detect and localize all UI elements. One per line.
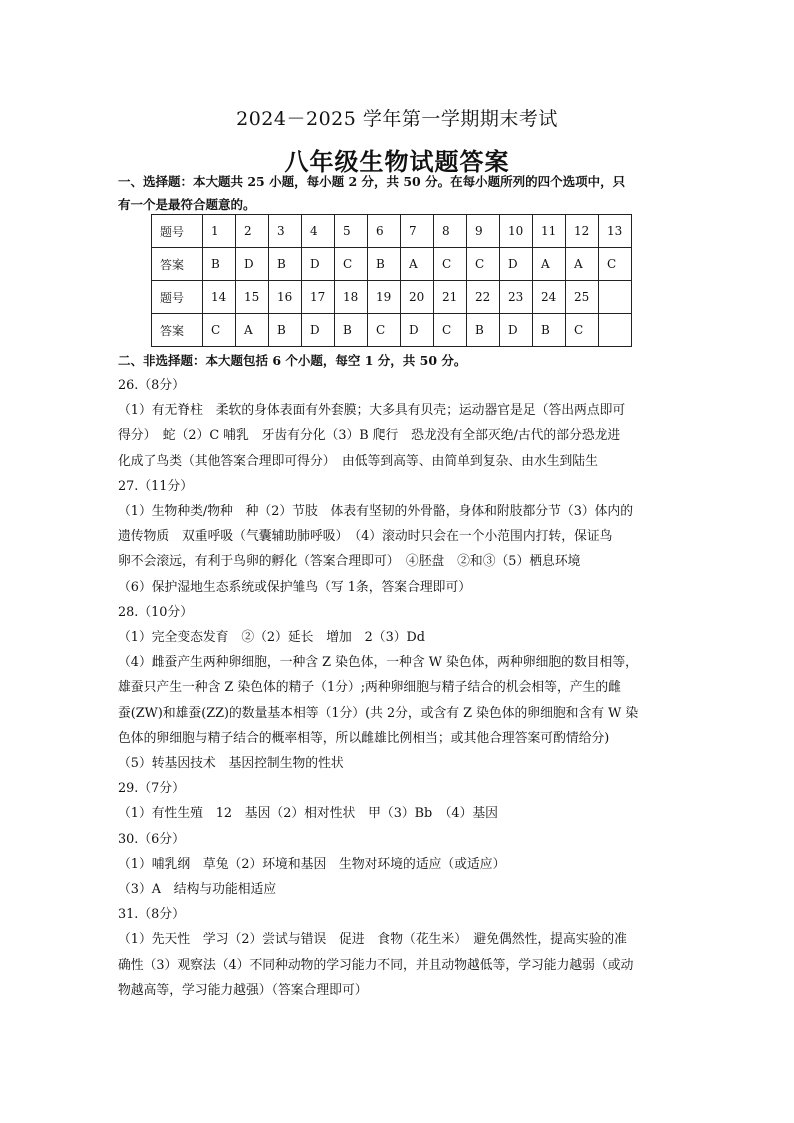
answer-cell: D: [500, 248, 533, 281]
answer-cell: B: [269, 248, 302, 281]
question-number-cell: 12: [566, 215, 599, 248]
answer-line: 得分） 蛇（2）C 哺乳 牙齿有分化（3）B 爬行 恐龙没有全部灭绝/古代的部分恐龙进: [118, 428, 621, 444]
answer-cell: C: [467, 248, 500, 281]
question-number-cell: 1: [203, 215, 236, 248]
page-title: 八年级生物试题答案: [284, 147, 510, 176]
question-number-cell: 25: [566, 281, 599, 314]
question-number-cell: 10: [500, 215, 533, 248]
question-number-cell: 24: [533, 281, 566, 314]
answer-line: （1）完全变态发育 ②（2）延长 增加 2（3）Dd: [118, 630, 425, 646]
row-label: 题号: [152, 215, 203, 248]
question-number-cell: 16: [269, 281, 302, 314]
answer-cell: C: [434, 314, 467, 347]
answer-cell: D: [236, 248, 269, 281]
question-number-cell: 15: [236, 281, 269, 314]
question-number-cell: 14: [203, 281, 236, 314]
answer-table: [151, 214, 632, 347]
answer-cell: D: [302, 314, 335, 347]
answer-cell: C: [368, 314, 401, 347]
answer-line: 化成了鸟类（其他答案合理即可得分） 由低等到高等、由简单到复杂、由水生到陆生: [118, 453, 598, 469]
question-heading: 31.（8分）: [118, 907, 185, 923]
question-number-cell: 4: [302, 215, 335, 248]
question-heading: 27.（11分）: [118, 478, 194, 494]
question-heading: 30.（6分）: [118, 831, 185, 847]
question-heading: 28.（10分）: [118, 604, 194, 620]
answer-line: （5）转基因技术 基因控制生物的性状: [118, 756, 344, 772]
answer-line: 物越高等，学习能力越强）（答案合理即可）: [118, 982, 368, 998]
answer-cell: B: [203, 248, 236, 281]
answer-line: （1）生物种类/物种 种（2）节肢 体表有坚韧的外骨骼，身体和附肢都分节（3）体内的: [118, 504, 634, 520]
question-number-cell: 20: [401, 281, 434, 314]
answer-line: 确性（3）观察法（4）不同种动物的学习能力不同，并且动物越低等，学习能力越弱（或动: [118, 957, 634, 973]
answer-line: （1）有性生殖 12 基因（2）相对性状 甲（3）Bb （4）基因: [118, 806, 498, 822]
section-2-heading: [118, 349, 678, 372]
answer-line: 遗传物质 双重呼吸（气囊辅助肺呼吸） （4）滚动时只会在一个小范围内打转，保证鸟: [118, 529, 613, 545]
question-number-cell: 11: [533, 215, 566, 248]
answer-body: [118, 373, 678, 1003]
answer-line: （1）先天性 学习（2）尝试与错误 促进 食物（花生米） 避免偶然性，提高实验的准: [118, 932, 627, 948]
question-number-cell: 13: [599, 215, 632, 248]
question-heading: 26.（8分）: [118, 378, 185, 393]
answer-cell: [599, 314, 632, 347]
question-number-cell: 18: [335, 281, 368, 314]
answer-cell: B: [533, 314, 566, 347]
question-heading: 29.（7分）: [118, 781, 185, 797]
question-number-cell: 5: [335, 215, 368, 248]
answer-line: （1）有无脊柱 柔软的身体表面有外套膜；大多具有贝壳；运动器官是足（答出两点即可: [118, 403, 626, 419]
question-number-cell: 17: [302, 281, 335, 314]
question-number-cell: 21: [434, 281, 467, 314]
answer-cell: D: [302, 248, 335, 281]
section-1-heading-line-1: 一、选择题：本大题共 25 小题，每小题 2 分，共 50 分。在每小题所列的四个选项中，只: [118, 174, 626, 189]
answer-line: （4）雌蚕产生两种卵细胞，一种含 Z 染色体，一种含 W 染色体，两种卵细胞的数目相等，: [118, 655, 638, 671]
question-number-cell: [599, 281, 632, 314]
answer-line: （3）A 结构与功能相适应: [118, 882, 277, 898]
row-label: 题号: [152, 281, 203, 314]
row-label: 答案: [152, 248, 203, 281]
answer-cell: C: [566, 314, 599, 347]
section-2-heading-line: 二、非选择题：本大题包括 6 个小题，每空 1 分，共 50 分。: [118, 353, 467, 368]
answer-line: （1）哺乳纲 草兔（2）环境和基因 生物对环境的适应（或适应）: [118, 856, 506, 872]
row-label: 答案: [152, 314, 203, 347]
question-number-cell: 23: [500, 281, 533, 314]
answer-cell: B: [368, 248, 401, 281]
section-1-heading-line-2: 有一个是最符合题意的。: [118, 197, 256, 212]
answer-cell: D: [500, 314, 533, 347]
answer-cell: A: [533, 248, 566, 281]
answer-line: （6）保护湿地生态系统或保护雏鸟（写 1条，答案合理即可）: [118, 579, 472, 595]
question-number-cell: 2: [236, 215, 269, 248]
question-number-cell: 3: [269, 215, 302, 248]
answer-cell: C: [203, 314, 236, 347]
answer-cell: C: [599, 248, 632, 281]
exam-title: 2024－2025 学年第一学期期末考试: [236, 108, 558, 130]
question-number-cell: 7: [401, 215, 434, 248]
question-number-cell: 9: [467, 215, 500, 248]
answer-cell: A: [401, 248, 434, 281]
answer-row: [152, 314, 632, 347]
answer-cell: B: [335, 314, 368, 347]
answer-cell: D: [401, 314, 434, 347]
answer-cell: B: [467, 314, 500, 347]
section-1-heading: [118, 170, 678, 216]
answer-cell: C: [335, 248, 368, 281]
answer-line: 卵不会滚远，有利于鸟卵的孵化（答案合理即可） ④胚盘 ②和③（5）栖息环境: [118, 554, 581, 570]
answer-cell: A: [566, 248, 599, 281]
question-number-cell: 19: [368, 281, 401, 314]
question-number-row: [152, 281, 632, 314]
question-number-cell: 6: [368, 215, 401, 248]
answer-line: 蚕(ZW)和雄蚕(ZZ)的数量基本相等（1分）(共 2分，或含有 Z 染色体的卵细胞和含有 W 染: [118, 705, 639, 721]
answer-cell: A: [236, 314, 269, 347]
question-number-cell: 8: [434, 215, 467, 248]
answer-line: 雄蚕只产生一种含 Z 染色体的精子（1分）;两种卵细胞与精子结合的机会相等，产生的雌: [118, 680, 621, 696]
question-number-cell: 22: [467, 281, 500, 314]
answer-line: 色体的卵细胞与精子结合的概率相等，所以雌雄比例相当；或其他合理答案可酌情给分): [118, 730, 610, 746]
question-number-row: [152, 215, 632, 248]
answer-cell: C: [434, 248, 467, 281]
answer-cell: B: [269, 314, 302, 347]
answer-row: [152, 248, 632, 281]
